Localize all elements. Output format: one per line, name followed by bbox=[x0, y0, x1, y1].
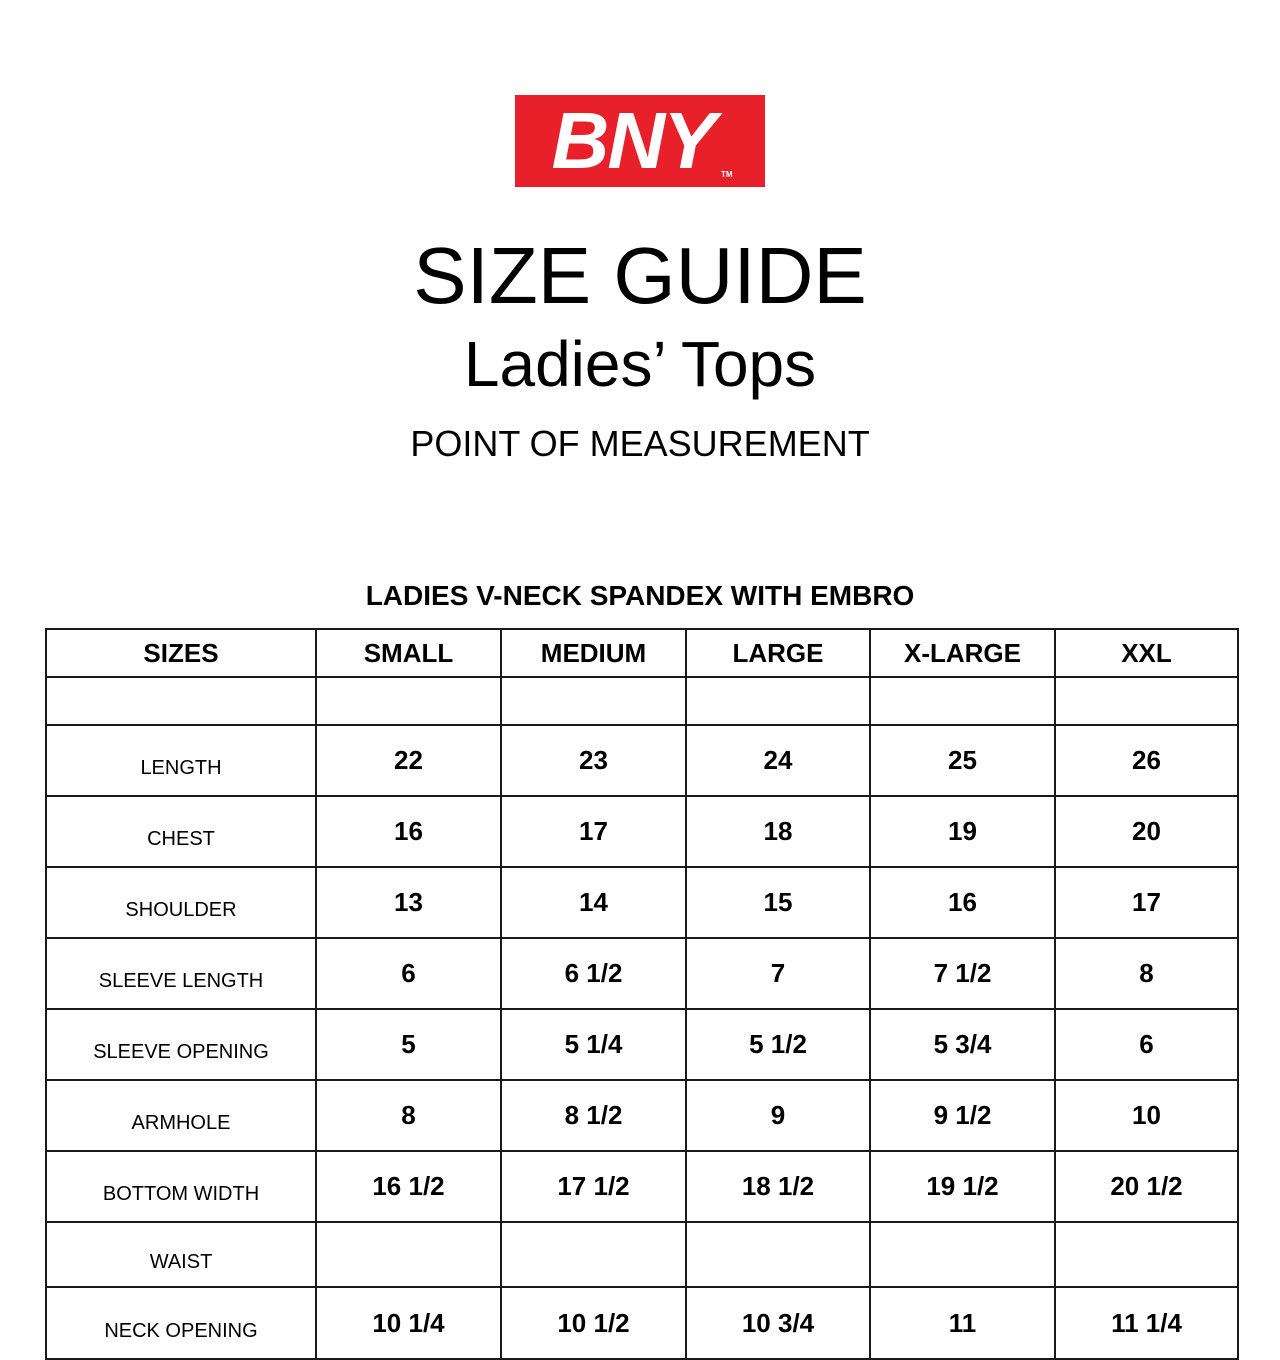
logo-text: BNY bbox=[551, 96, 715, 185]
table-cell: 10 1/2 bbox=[501, 1287, 686, 1359]
table-caption: LADIES V-NECK SPANDEX WITH EMBRO bbox=[365, 580, 915, 611]
row-label: CHEST bbox=[46, 796, 316, 867]
table-cell: 19 1/2 bbox=[870, 1151, 1055, 1222]
table-cell: 6 bbox=[1055, 1009, 1238, 1080]
table-cell bbox=[686, 677, 870, 725]
table-cell: 9 bbox=[686, 1080, 870, 1151]
table-header-row bbox=[46, 629, 1238, 677]
table-cell: 6 1/2 bbox=[501, 938, 686, 1009]
blank-row bbox=[46, 677, 1238, 725]
table-cell bbox=[501, 677, 686, 725]
table-cell: 5 1/2 bbox=[686, 1009, 870, 1080]
table-row bbox=[46, 1287, 1238, 1359]
table-cell: 19 bbox=[870, 796, 1055, 867]
table-cell: 5 3/4 bbox=[870, 1009, 1055, 1080]
header-small: SMALL bbox=[316, 629, 501, 677]
table-cell: 11 bbox=[870, 1287, 1055, 1359]
table-cell: 10 3/4 bbox=[686, 1287, 870, 1359]
table-row bbox=[46, 867, 1238, 938]
table-cell: 15 bbox=[686, 867, 870, 938]
table-row bbox=[46, 1222, 1238, 1287]
table-row bbox=[46, 796, 1238, 867]
measurement-heading: POINT OF MEASUREMENT bbox=[410, 423, 870, 464]
page-subtitle: Ladies’ Tops bbox=[463, 328, 817, 400]
table-cell: 10 bbox=[1055, 1080, 1238, 1151]
row-label: NECK OPENING bbox=[46, 1287, 316, 1359]
table-cell bbox=[501, 1222, 686, 1287]
header-xxl: XXL bbox=[1055, 629, 1238, 677]
table-row bbox=[46, 725, 1238, 796]
table-cell: 17 1/2 bbox=[501, 1151, 686, 1222]
table-row bbox=[46, 938, 1238, 1009]
row-label: BOTTOM WIDTH bbox=[46, 1151, 316, 1222]
table-cell: 25 bbox=[870, 725, 1055, 796]
table-cell: 24 bbox=[686, 725, 870, 796]
table-cell: 9 1/2 bbox=[870, 1080, 1055, 1151]
table-cell: 20 1/2 bbox=[1055, 1151, 1238, 1222]
header-medium: MEDIUM bbox=[501, 629, 686, 677]
table-cell: 14 bbox=[501, 867, 686, 938]
table-cell bbox=[870, 1222, 1055, 1287]
table-cell: 23 bbox=[501, 725, 686, 796]
table-cell bbox=[870, 677, 1055, 725]
row-label: SLEEVE LENGTH bbox=[46, 938, 316, 1009]
table-cell bbox=[46, 677, 316, 725]
table-cell: 22 bbox=[316, 725, 501, 796]
table-cell: 18 1/2 bbox=[686, 1151, 870, 1222]
table-cell: 7 1/2 bbox=[870, 938, 1055, 1009]
table-cell bbox=[316, 677, 501, 725]
table-cell: 6 bbox=[316, 938, 501, 1009]
table-cell: 8 bbox=[316, 1080, 501, 1151]
table-row bbox=[46, 1080, 1238, 1151]
header-x-large: X-LARGE bbox=[870, 629, 1055, 677]
table-cell: 10 1/4 bbox=[316, 1287, 501, 1359]
table-cell: 11 1/4 bbox=[1055, 1287, 1238, 1359]
table-cell: 8 1/2 bbox=[501, 1080, 686, 1151]
table-cell: 13 bbox=[316, 867, 501, 938]
table-cell bbox=[1055, 1222, 1238, 1287]
header-large: LARGE bbox=[686, 629, 870, 677]
table-cell: 16 bbox=[870, 867, 1055, 938]
table-cell: 16 bbox=[316, 796, 501, 867]
row-label: WAIST bbox=[46, 1222, 316, 1287]
row-label: SHOULDER bbox=[46, 867, 316, 938]
table-cell: 16 1/2 bbox=[316, 1151, 501, 1222]
table-cell bbox=[1055, 677, 1238, 725]
row-label: SLEEVE OPENING bbox=[46, 1009, 316, 1080]
table-cell bbox=[686, 1222, 870, 1287]
table-cell: 20 bbox=[1055, 796, 1238, 867]
table-cell: 7 bbox=[686, 938, 870, 1009]
table-cell: 5 bbox=[316, 1009, 501, 1080]
table-row bbox=[46, 1009, 1238, 1080]
table-cell: 17 bbox=[501, 796, 686, 867]
logo-trademark: TM bbox=[721, 170, 733, 179]
size-table bbox=[45, 628, 1239, 1360]
page-title: SIZE GUIDE bbox=[413, 231, 867, 320]
table-row bbox=[46, 1151, 1238, 1222]
row-label: LENGTH bbox=[46, 725, 316, 796]
table-cell: 8 bbox=[1055, 938, 1238, 1009]
table-cell: 18 bbox=[686, 796, 870, 867]
row-label: ARMHOLE bbox=[46, 1080, 316, 1151]
table-cell: 5 1/4 bbox=[501, 1009, 686, 1080]
table-cell: 17 bbox=[1055, 867, 1238, 938]
table-cell: 26 bbox=[1055, 725, 1238, 796]
table-cell bbox=[316, 1222, 501, 1287]
header-sizes: SIZES bbox=[46, 629, 316, 677]
